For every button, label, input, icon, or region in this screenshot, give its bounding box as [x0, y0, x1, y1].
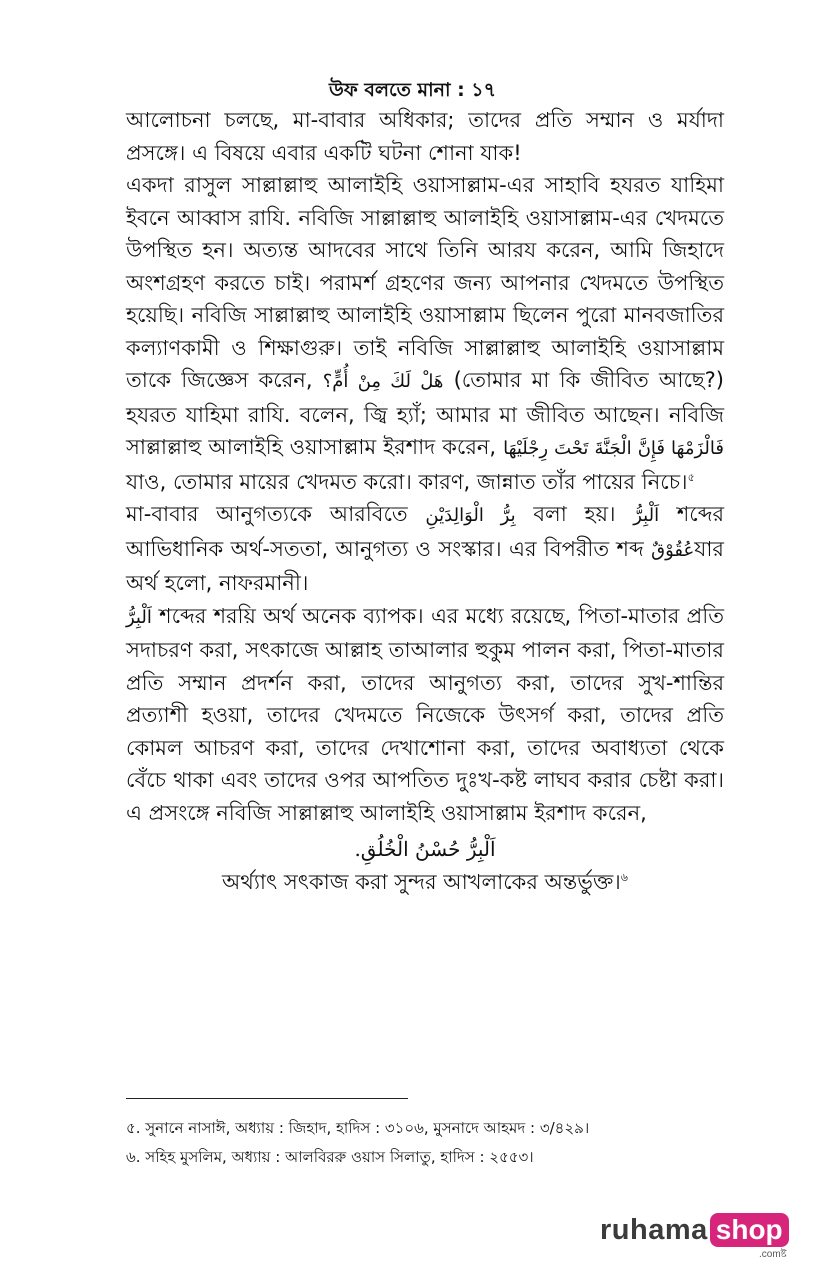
- arabic-term-birr-2: اَلْبِرُّ: [126, 606, 152, 628]
- footnotes: [126, 1114, 746, 1172]
- arabic-term-uquq: عُقُوْقٌ: [651, 539, 695, 561]
- paragraph-2-text-a: একদা রাসুল সাল্লাল্লাহু আলাইহি ওয়াসাল্লাম-এর সাহাবি হযরত যাহিমা ইবনে আব্বাস রাযি. নবিজি সাল্লাল্লাহু আলাইহি ওয়াসাল্লাম-এর খেদমতে উপস্থিত হন। অত্যন্ত আদবের সাথে তিনি আরয করেন, আমি জিহাদে অংশগ্রহণ করতে চাই। পরামর্শ গ্রহণের জন্য আপনার খেদমতে উপস্থিত হয়েছি। নবিজি সাল্লাল্লাহু আলাইহি ওয়াসাল্লাম ছিলেন পুরো মানবজাতির কল্যাণকামী ও শিক্ষাগুরু। তাই নবিজি সাল্লাল্লাহু আলাইহি ওয়াসাল্লাম তাকে জিজ্ঞেস করেন,: [126, 173, 724, 392]
- translation-text: অর্থ্যাৎ সৎকাজ করা সুন্দর আখলাকের অন্তর্ভুক্ত।: [222, 869, 621, 894]
- footnote-5: ৫. সুনানে নাসাঈ, অধ্যায় : জিহাদ, হাদিস : ৩১০৬, মুসনাদে আহমদ : ৩/৪২৯।: [126, 1119, 590, 1137]
- ruhamashop-logo: [600, 1213, 789, 1260]
- footnote-ref-5: ৫: [687, 470, 695, 484]
- paragraph-3: [126, 498, 724, 600]
- paragraph-2-text-c: যাও, তোমার মায়ের খেদমত করো। কারণ, জান্নাত তাঁর পায়ের নিচে।: [126, 469, 688, 494]
- paragraph-2-text-b: (তোমার মা কি জীবিত আছে?) হযরত যাহিমা রাযি. বলেন, জ্বি হ্যাঁ; আমার মা জীবিত আছেন। নবিজি সাল্লাল্লাহু আলাইহি ওয়াসাল্লাম ইরশাদ করেন,: [126, 368, 724, 459]
- page-header: উফ বলতে মানা : ১৭: [329, 79, 496, 101]
- arabic-phrase-mother: هَلْ لَكَ مِنْ أُمٍّ؟: [322, 371, 444, 392]
- logo-text-ruhama: ruhama: [600, 1214, 708, 1246]
- paragraph-4-text: শব্দের শরয়ি অর্থ অনেক ব্যাপক। এর মধ্যে রয়েছে, পিতা-মাতার প্রতি সদাচরণ করা, সৎকাজে আল্লাহ তাআলার হুকুম পালন করা, পিতা-মাতার প্রতি সম্মান প্রদর্শন করা, তাদের আনুগত্য করা, তাদের সুখ-শান্তির প্রত্যাশী হওয়া, তাদের খেদমতে নিজেকে উৎসর্গ করা, তাদের প্রতি কোমল আচরণ করা, তাদের দেখাশোনা করা, তাদের অবাধ্যতা থেকে বেঁচে থাকা এবং তাদের ওপর আপতিত দুঃখ-কষ্ট লাঘব করার চেষ্টা করা। এ প্রসংঙ্গে নবিজি সাল্লাল্লাহু আলাইহি ওয়াসাল্লাম ইরশাদ করেন,: [126, 603, 724, 825]
- paragraph-3-text-b: বলা হয়।: [533, 502, 616, 526]
- paragraph-4: [126, 600, 724, 830]
- arabic-phrase-jannah: فَالْزَمْهَا فَإِنَّ الْجَنَّةَ تَحْتَ رِجْلَيْهَا: [503, 438, 724, 459]
- paragraph-3-text-c: শব্দের আভিধানিক অর্থ-সততা, আনুগত্য ও সংস্কার। এর বিপরীত শব্দ: [126, 502, 725, 561]
- paragraph-3-text-a: মা-বাবার আনুগত্যকে আরবিতে: [126, 502, 408, 526]
- paragraph-3-text-d: যার অর্থ হলো, নাফরমানী।: [126, 536, 724, 595]
- footnote-divider: [126, 1098, 408, 1099]
- arabic-term-birr-walidain: بِرُّ الْوَالِدَيْنِ: [425, 505, 516, 526]
- logo-shop-badge: [710, 1213, 789, 1260]
- quote-translation: [126, 866, 724, 899]
- logo-text-com: .comষ্ট: [758, 1249, 787, 1260]
- paragraph-1: আলোচনা চলছে, মা-বাবার অধিকার; তাদের প্রতি সম্মান ও মর্যাদা প্রসঙ্গে। এ বিষয়ে এবার একটি ঘটনা শোনা যাক!: [126, 108, 724, 165]
- paragraph-2: [126, 169, 724, 498]
- main-text: [126, 104, 724, 898]
- arabic-term-birr: اَلْبِرُّ: [633, 505, 660, 526]
- footnote-ref-6: ৬: [620, 870, 628, 884]
- footnote-6: ৬. সহিহ মুসলিম, অধ্যায় : আলবিররু ওয়াস সিলাতু, হাদিস : ২৫৫৩।: [126, 1148, 534, 1166]
- logo-text-shop: shop: [710, 1213, 789, 1247]
- arabic-hadith-quote: اَلْبِرُّ حُسْنُ الْخُلُقِ.: [354, 837, 496, 861]
